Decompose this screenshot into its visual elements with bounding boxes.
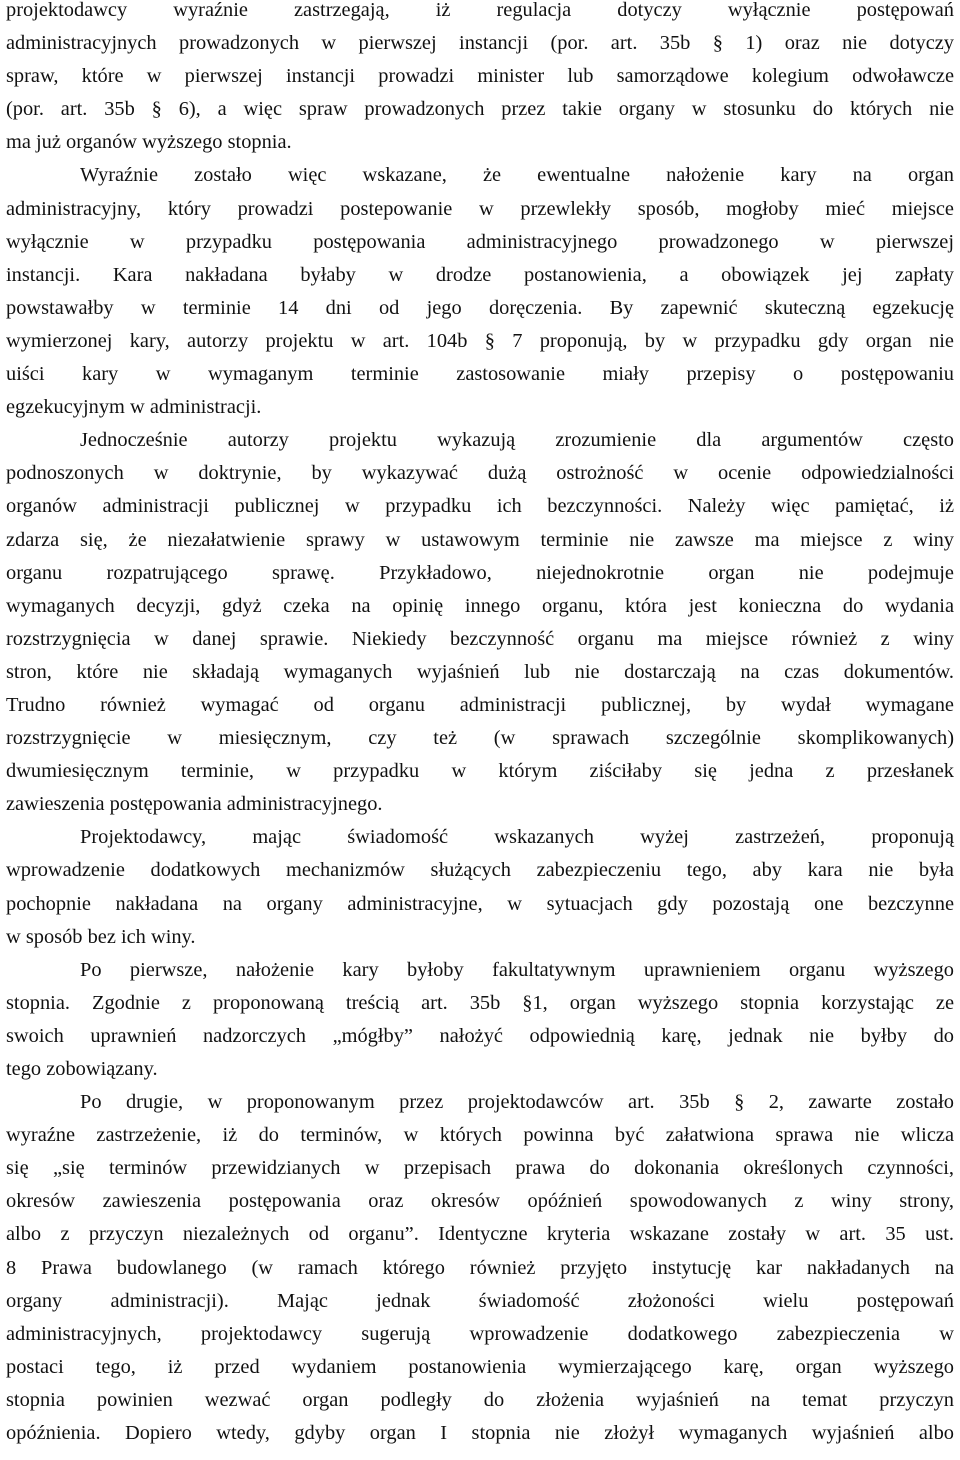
paragraph (6, 1086, 954, 1450)
text-line: podnoszonych w doktrynie, by wykazywać dużą ostrożność w ocenie odpowiedzialności (6, 462, 954, 485)
paragraph (6, 0, 954, 159)
text-line: okresów zawieszenia postępowania oraz okresów opóźnień spowodowanych z winy strony, (6, 1190, 954, 1213)
text-line: albo z przyczyn niezależnych od organu”. Identyczne kryteria wskazane zostały w art. 35 ust. (6, 1223, 954, 1246)
text-line: 8 Prawa budowlanego (w ramach którego również przyjęto instytucję kar nakładanych na (6, 1256, 954, 1279)
text-line: uiści kary w wymaganym terminie zastosowanie miały przepisy o postępowaniu (6, 363, 954, 386)
document-body (6, 0, 954, 1450)
text-line: administracyjnych, projektodawcy sugerują wprowadzenie dodatkowego zabezpieczenia w (6, 1322, 954, 1345)
text-line: (por. art. 35b § 6), a więc spraw prowadzonych przez takie organy w stosunku do których nie (6, 98, 954, 121)
text-line: projektodawcy wyraźnie zastrzegają, iż regulacja dotyczy wyłącznie postępowań (6, 0, 954, 21)
text-line: swoich uprawnień nadzorczych „mógłby” nałożyć odpowiednią karę, jednak nie byłby do (6, 1024, 954, 1047)
text-line: dwumiesięcznym terminie, w przypadku w którym ziściłaby się jedna z przesłanek (6, 760, 954, 783)
text-line: opóźnienia. Dopiero wtedy, gdyby organ I stopnia nie złożył wymaganych wyjaśnień albo (6, 1422, 954, 1445)
text-line: tego zobowiązany. (6, 1058, 158, 1080)
text-line: ma już organów wyższego stopnia. (6, 131, 292, 154)
text-line: Jednocześnie autorzy projektu wykazują zrozumienie dla argumentów często (80, 429, 954, 452)
text-line: Po drugie, w proponowanym przez projektodawców art. 35b § 2, zawarte zostało (80, 1091, 954, 1114)
paragraph (6, 159, 954, 424)
text-line: zdarza się, że niezałatwienie sprawy w ustawowym terminie nie zawsze ma miejsce z winy (6, 528, 954, 551)
text-line: powstawałby w terminie 14 dni od jego doręczenia. By zapewnić skuteczną egzekucję (6, 296, 954, 319)
text-line: stron, które nie składają wymaganych wyjaśnień lub nie dostarczają na czas dokumentów. (6, 660, 954, 683)
text-line: administracyjny, który prowadzi postepowanie w przewlekły sposób, mogłoby mieć miejsce (6, 197, 954, 220)
text-line: wymaganych decyzji, gdyż czeka na opinię innego organu, która jest konieczna do wydania (6, 594, 954, 617)
text-line: organów administracji publicznej w przypadku ich bezczynności. Należy więc pamiętać, iż (6, 495, 954, 518)
text-line: stopnia. Zgodnie z proponowaną treścią art. 35b §1, organ wyższego stopnia korzystając ze (6, 991, 954, 1014)
text-line: Po pierwsze, nałożenie kary byłoby fakultatywnym uprawnieniem organu wyższego (80, 958, 954, 981)
paragraph (6, 821, 954, 953)
text-line: wyłącznie w przypadku postępowania administracyjnego prowadzonego w pierwszej (6, 230, 954, 253)
text-line: się „się terminów przewidzianych w przepisach prawa do dokonania określonych czynności, (6, 1157, 954, 1180)
text-line: administracyjnych prowadzonych w pierwszej instancji (por. art. 35b § 1) oraz nie dotyczy (6, 32, 954, 55)
text-line: postaci tego, iż przed wydaniem postanowienia wymierzającego karę, organ wyższego (6, 1355, 954, 1378)
text-line: wyraźne zastrzeżenie, iż do terminów, w których powinna być załatwiona sprawa nie wlicza (6, 1124, 954, 1147)
text-line: Trudno również wymagać od organu administracji publicznej, by wydał wymagane (6, 693, 954, 716)
text-line: egzekucyjnym w administracji. (6, 396, 262, 419)
text-line: instancji. Kara nakładana byłaby w drodze postanowienia, a obowiązek jej zapłaty (6, 263, 954, 286)
text-line: Wyraźnie zostało więc wskazane, że ewentualne nałożenie kary na organ (80, 164, 954, 187)
text-line: zawieszenia postępowania administracyjnego. (6, 793, 383, 816)
paragraph (6, 954, 954, 1086)
text-line: organy administracji). Mając jednak świadomość złożoności wielu postępowań (6, 1289, 954, 1312)
text-line: stopnia powinien wezwać organ podległy do złożenia wyjaśnień na temat przyczyn (6, 1388, 954, 1411)
text-line: wprowadzenie dodatkowych mechanizmów służących zabezpieczeniu tego, aby kara nie była (6, 859, 954, 882)
text-line: wymierzonej kary, autorzy projektu w art. 104b § 7 proponują, by w przypadku gdy organ nie (6, 329, 954, 352)
text-line: w sposób bez ich winy. (6, 925, 196, 948)
text-line: organu rozpatrującego sprawę. Przykładowo, niejednokrotnie organ nie podejmuje (6, 561, 954, 584)
text-line: rozstrzygnięcia w danej sprawie. Niekiedy bezczynność organu ma miejsce również z winy (6, 627, 954, 650)
paragraph (6, 424, 954, 821)
text-line: spraw, które w pierwszej instancji prowadzi minister lub samorządowe kolegium odwoławcze (6, 65, 954, 88)
text-line: pochopnie nakładana na organy administracyjne, w sytuacjach gdy pozostają one bezczynne (6, 892, 954, 915)
text-line: rozstrzygnięcie w miesięcznym, czy też (w sprawach szczególnie skomplikowanych) (6, 727, 954, 750)
text-line: Projektodawcy, mając świadomość wskazanych wyżej zastrzeżeń, proponują (80, 826, 954, 849)
